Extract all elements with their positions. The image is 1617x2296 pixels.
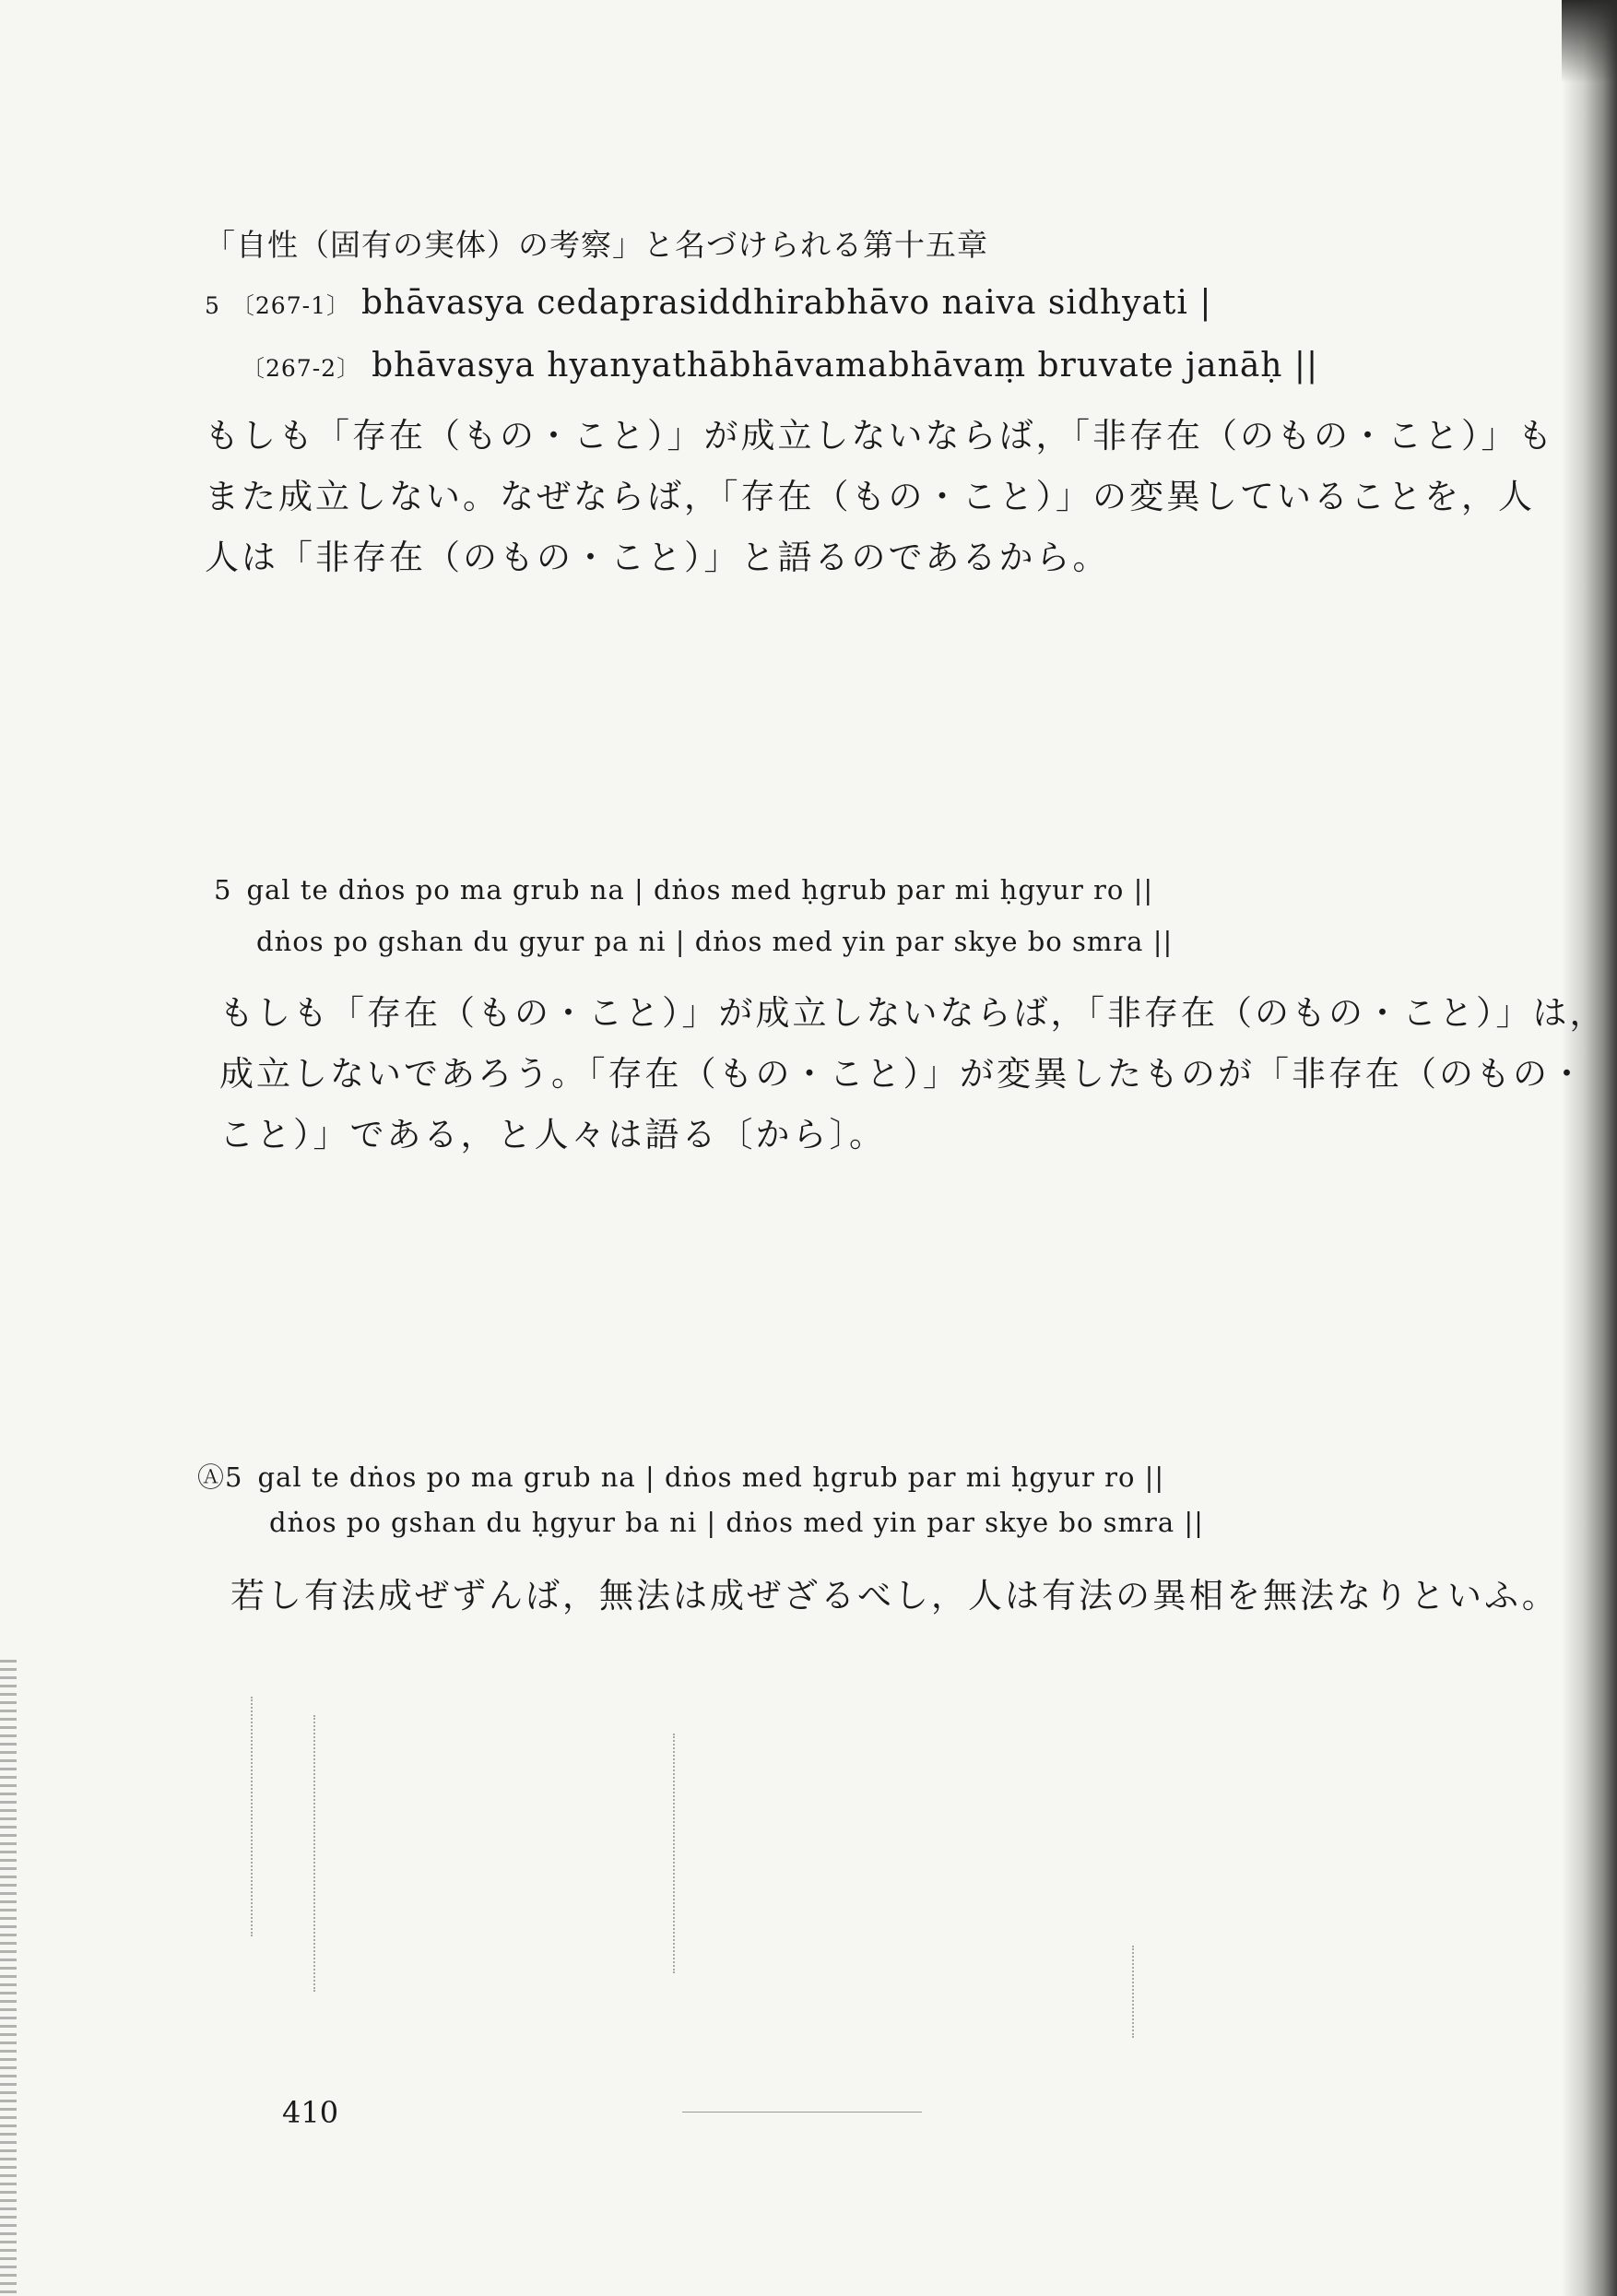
bleed-through-marks <box>313 1715 315 1992</box>
verse-number: 5 <box>225 1462 243 1493</box>
translation-line: 人は「非存在（のもの・こと）」と語るのであるから。 <box>205 538 1110 577</box>
tibetan-line-2: dṅos po gshan du gyur pa ni | dṅos med yin par skye bo smra || <box>256 926 1174 957</box>
tibetan-text: gal te dṅos po ma grub na | dṅos med ḥgrub par mi ḥgyur ro || <box>257 1462 1165 1493</box>
verse-number: 5 <box>214 874 232 905</box>
akutobhaya-line-1 <box>197 1457 1164 1495</box>
page-edge-shadow <box>1562 0 1617 2296</box>
verse-ref: 〔267-2〕 <box>242 355 361 382</box>
translation-line: こと）」である，と人々は語る〔から〕。 <box>219 1115 886 1154</box>
tibetan-line-1 <box>214 874 1153 905</box>
translation-line: また成立しない。なぜならば，「存在（もの・こと）」の変異していることを，人 <box>205 477 1535 516</box>
sanskrit-line-1 <box>205 284 1211 322</box>
akutobhaya-line-2: dṅos po gshan du ḥgyur ba ni | dṅos med yin par skye bo smra || <box>269 1507 1204 1538</box>
sanskrit-text: bhāvasya cedaprasiddhirabhāvo naiva sidhyati | <box>360 284 1212 322</box>
verse-number: 5 <box>205 292 220 319</box>
binding-edge <box>0 1660 17 2296</box>
bleed-through-marks <box>673 1734 675 1973</box>
page-corner-shadow <box>1562 0 1617 83</box>
translation-line: もしも「存在（もの・こと）」が成立しないならば，「非存在（のもの・こと）」も <box>205 416 1555 456</box>
sanskrit-text: bhāvasya hyanyathābhāvamabhāvaṃ bruvate janāḥ || <box>372 347 1319 385</box>
akutobhaya-translation: 若し有法成ぜずんば，無法は成ぜざるべし，人は有法の異相を無法なりといふ。 <box>230 1576 1559 1615</box>
tibetan-text: gal te dṅos po ma grub na | dṅos med ḥgrub par mi ḥgyur ro || <box>246 874 1154 905</box>
translation-line: もしも「存在（もの・こと）」が成立しないならば，「非存在（のもの・こと）」は， <box>219 993 1607 1033</box>
sanskrit-line-2 <box>242 347 1318 385</box>
bleed-through-marks <box>1132 1946 1134 2038</box>
chapter-heading: 「自性（固有の実体）の考察」と名づけられる第十五章 <box>205 227 988 263</box>
akutobhaya-marker: Ⓐ <box>197 1462 226 1493</box>
page-number: 410 <box>282 2095 339 2130</box>
bleed-through-marks <box>251 1697 253 1936</box>
verse-ref: 〔267-1〕 <box>230 292 350 319</box>
translation-line: 成立しないであろう。「存在（もの・こと）」が変異したものが「非存在（のもの・ <box>219 1054 1587 1094</box>
stray-mark <box>682 2112 922 2113</box>
